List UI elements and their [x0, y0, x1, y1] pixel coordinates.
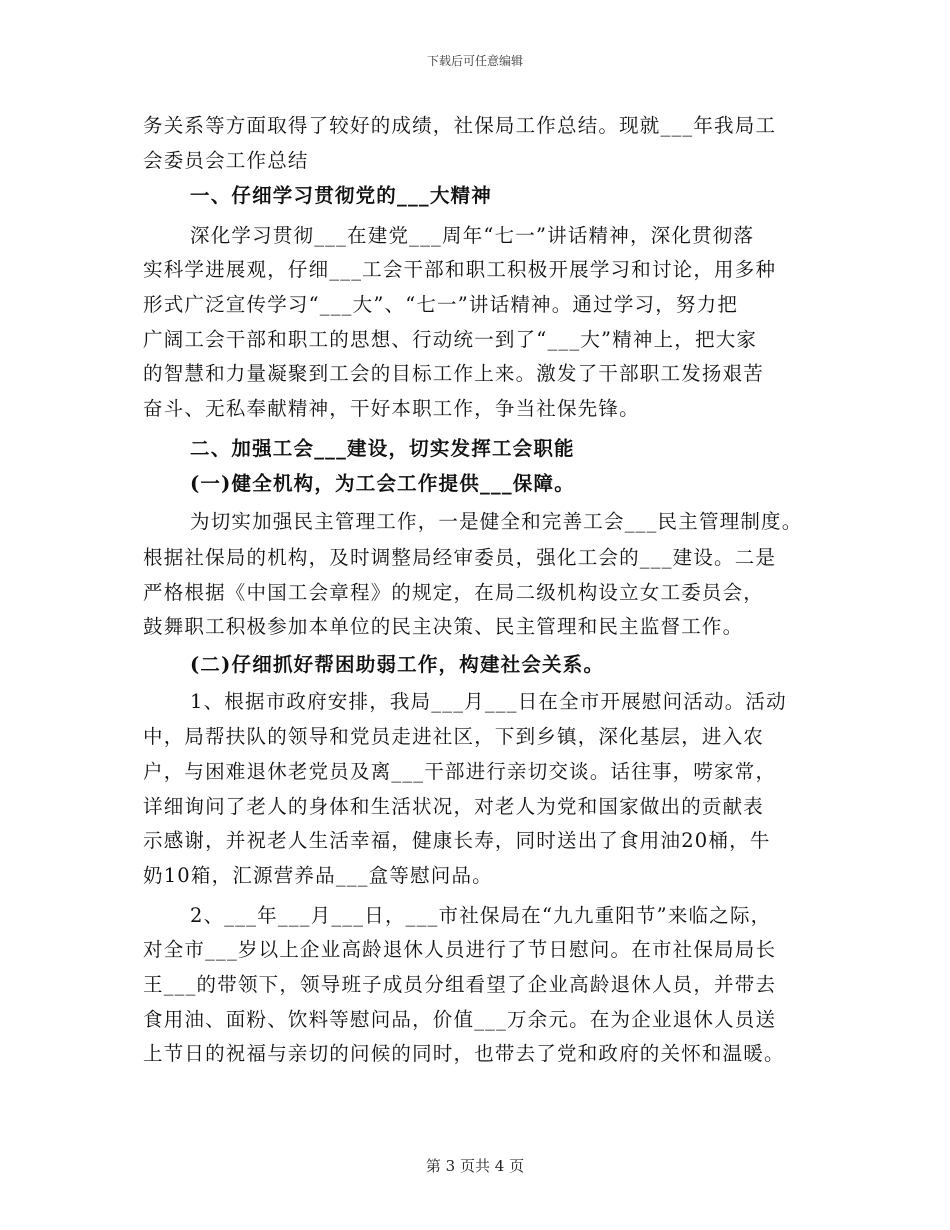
body-line: 户，与困难退休老党员及离___干部进行亲切交谈。话往事，唠家常，	[143, 760, 777, 783]
body-line: 食用油、面粉、饮料等慰问品，价值___万余元。在为企业退休人员送	[143, 1008, 777, 1031]
body-line: 形式广泛宣传学习“___大”、“七一”讲话精神。通过学习，努力把	[143, 293, 739, 316]
body-line: 上节日的祝福与亲切的问候的同时，也带去了党和政府的关怀和温暖。	[143, 1042, 785, 1065]
subsection-heading: (一)健全机构，为工会工作提供___保障。	[190, 472, 575, 495]
body-line: 实科学进展观，仔细___工会干部和职工积极开展学习和讨论，用多种	[143, 258, 777, 281]
body-line: 为切实加强民主管理工作，一是健全和完善工会___民主管理制度。	[190, 510, 803, 533]
body-line: 2、___年___月___日，___市社保局在“九九重阳节”来临之际，	[190, 904, 772, 927]
page-number: 第 3 页共 4 页	[425, 1157, 525, 1175]
section-heading: 二、加强工会___建设，切实发挥工会职能	[190, 437, 575, 460]
body-line: 深化学习贯彻___在建党___周年“七一”讲话精神，深化贯彻落	[190, 224, 755, 247]
body-line: 会委员会工作总结	[143, 149, 309, 172]
subsection-heading: (二)仔细抓好帮困助弱工作，构建社会关系。	[190, 653, 605, 676]
section-heading: 一、仔细学习贯彻党的___大精神	[190, 184, 492, 207]
body-line: 的智慧和力量凝聚到工会的目标工作上来。激发了干部职工发扬艰苦	[143, 362, 765, 385]
body-line: 王___的带领下，领导班子成员分组看望了企业高龄退休人员，并带去	[143, 973, 777, 996]
body-line: 严格根据《中国工会章程》的规定，在局二级机构设立女工委员会，	[143, 581, 765, 604]
body-line: 奋斗、无私奉献精神，干好本职工作，争当社保先锋。	[143, 397, 640, 420]
body-line: 对全市___岁以上企业高龄退休人员进行了节日慰问。在市社保局局长	[143, 938, 777, 961]
page-header: 下载后可任意编辑	[426, 54, 523, 68]
body-line: 1、根据市政府安排，我局___月___日在全市开展慰问活动。活动	[190, 690, 787, 713]
body-line: 奶10箱，汇源营养品___盒等慰问品。	[143, 864, 493, 887]
body-line: 根据社保局的机构，及时调整局经审委员，强化工会的___建设。二是	[143, 546, 777, 569]
body-line: 广阔工会干部和职工的思想、行动统一到了“___大”精神上，把大家	[143, 328, 758, 351]
body-line: 示感谢，并祝老人生活幸福，健康长寿，同时送出了食用油20桶，牛	[143, 829, 771, 852]
body-line: 鼓舞职工积极参加本单位的民主决策、民主管理和民主监督工作。	[143, 615, 744, 638]
body-line: 中，局帮扶队的领导和党员走进社区，下到乡镇，深化基层，进入农	[143, 725, 765, 748]
body-line: 务关系等方面取得了较好的成绩，社保局工作总结。现就___年我局工	[143, 114, 777, 137]
body-line: 详细询问了老人的身体和生活状况，对老人为党和国家做出的贡献表	[143, 795, 765, 818]
